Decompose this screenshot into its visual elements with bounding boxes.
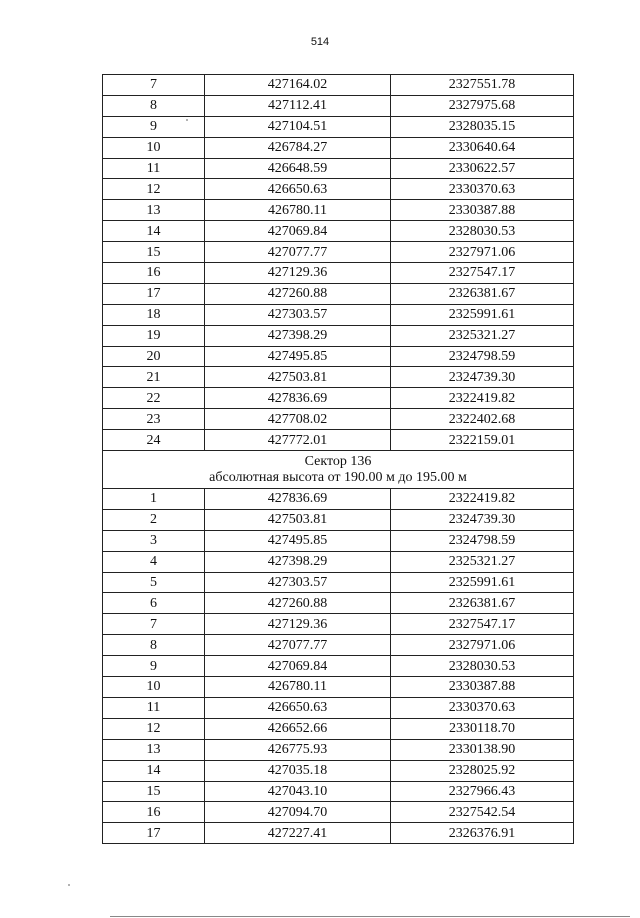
y-coordinate-cell: 2330387.88 xyxy=(391,677,574,698)
point-number-cell: 11 xyxy=(103,158,205,179)
x-coordinate-cell: 427069.84 xyxy=(205,656,391,677)
y-coordinate-cell: 2322159.01 xyxy=(391,430,574,451)
y-coordinate-cell: 2327971.06 xyxy=(391,242,574,263)
point-number-cell: 20 xyxy=(103,346,205,367)
point-number-cell: 14 xyxy=(103,221,205,242)
y-coordinate-cell: 2324739.30 xyxy=(391,367,574,388)
y-coordinate-cell: 2325991.61 xyxy=(391,572,574,593)
y-coordinate-cell: 2327551.78 xyxy=(391,75,574,96)
table-row xyxy=(103,304,574,325)
table-row xyxy=(103,75,574,96)
table-row xyxy=(103,781,574,802)
y-coordinate-cell: 2328030.53 xyxy=(391,221,574,242)
table-row xyxy=(103,635,574,656)
x-coordinate-cell: 427077.77 xyxy=(205,242,391,263)
table-row xyxy=(103,137,574,158)
x-coordinate-cell: 427398.29 xyxy=(205,325,391,346)
x-coordinate-cell: 427503.81 xyxy=(205,509,391,530)
y-coordinate-cell: 2322402.68 xyxy=(391,409,574,430)
point-number-cell: 17 xyxy=(103,283,205,304)
y-coordinate-cell: 2330138.90 xyxy=(391,739,574,760)
point-number-cell: 7 xyxy=(103,614,205,635)
y-coordinate-cell: 2326376.91 xyxy=(391,823,574,844)
table-row xyxy=(103,179,574,200)
x-coordinate-cell: 427495.85 xyxy=(205,530,391,551)
x-coordinate-cell: 426775.93 xyxy=(205,739,391,760)
sector-header-cell xyxy=(103,451,574,489)
x-coordinate-cell: 426648.59 xyxy=(205,158,391,179)
point-number-cell: 7 xyxy=(103,75,205,96)
y-coordinate-cell: 2330387.88 xyxy=(391,200,574,221)
table-row xyxy=(103,116,574,137)
x-coordinate-cell: 427708.02 xyxy=(205,409,391,430)
y-coordinate-cell: 2330640.64 xyxy=(391,137,574,158)
y-coordinate-cell: 2330370.63 xyxy=(391,697,574,718)
point-number-cell: 8 xyxy=(103,95,205,116)
y-coordinate-cell: 2326381.67 xyxy=(391,283,574,304)
y-coordinate-cell: 2322419.82 xyxy=(391,388,574,409)
y-coordinate-cell: 2327542.54 xyxy=(391,802,574,823)
y-coordinate-cell: 2325991.61 xyxy=(391,304,574,325)
point-number-cell: 11 xyxy=(103,697,205,718)
x-coordinate-cell: 427772.01 xyxy=(205,430,391,451)
x-coordinate-cell: 426650.63 xyxy=(205,697,391,718)
point-number-cell: 5 xyxy=(103,572,205,593)
scan-speck xyxy=(68,884,70,886)
table-row xyxy=(103,489,574,510)
scan-speck xyxy=(186,119,188,121)
table-row xyxy=(103,551,574,572)
x-coordinate-cell: 427398.29 xyxy=(205,551,391,572)
point-number-cell: 18 xyxy=(103,304,205,325)
table-row xyxy=(103,656,574,677)
table-row xyxy=(103,430,574,451)
x-coordinate-cell: 427503.81 xyxy=(205,367,391,388)
x-coordinate-cell: 427129.36 xyxy=(205,263,391,284)
table-row xyxy=(103,409,574,430)
x-coordinate-cell: 427104.51 xyxy=(205,116,391,137)
table-row xyxy=(103,95,574,116)
table-row xyxy=(103,242,574,263)
table-row xyxy=(103,221,574,242)
coordinates-table-body xyxy=(103,75,574,844)
y-coordinate-cell: 2330622.57 xyxy=(391,158,574,179)
x-coordinate-cell: 427836.69 xyxy=(205,489,391,510)
x-coordinate-cell: 427043.10 xyxy=(205,781,391,802)
x-coordinate-cell: 427303.57 xyxy=(205,572,391,593)
table-row xyxy=(103,572,574,593)
table-row xyxy=(103,677,574,698)
point-number-cell: 24 xyxy=(103,430,205,451)
sector-title: Сектор 136 xyxy=(304,454,372,470)
x-coordinate-cell: 427495.85 xyxy=(205,346,391,367)
table-row xyxy=(103,263,574,284)
table-row xyxy=(103,325,574,346)
table-row xyxy=(103,530,574,551)
table-row xyxy=(103,718,574,739)
y-coordinate-cell: 2325321.27 xyxy=(391,551,574,572)
point-number-cell: 3 xyxy=(103,530,205,551)
x-coordinate-cell: 426784.27 xyxy=(205,137,391,158)
x-coordinate-cell: 427035.18 xyxy=(205,760,391,781)
y-coordinate-cell: 2328030.53 xyxy=(391,656,574,677)
x-coordinate-cell: 427094.70 xyxy=(205,802,391,823)
x-coordinate-cell: 427069.84 xyxy=(205,221,391,242)
point-number-cell: 8 xyxy=(103,635,205,656)
point-number-cell: 15 xyxy=(103,242,205,263)
y-coordinate-cell: 2324739.30 xyxy=(391,509,574,530)
y-coordinate-cell: 2326381.67 xyxy=(391,593,574,614)
x-coordinate-cell: 427129.36 xyxy=(205,614,391,635)
x-coordinate-cell: 427260.88 xyxy=(205,283,391,304)
point-number-cell: 12 xyxy=(103,179,205,200)
scan-edge-line xyxy=(110,916,630,917)
point-number-cell: 9 xyxy=(103,656,205,677)
point-number-cell: 15 xyxy=(103,781,205,802)
table-row xyxy=(103,823,574,844)
table-row xyxy=(103,346,574,367)
y-coordinate-cell: 2324798.59 xyxy=(391,530,574,551)
x-coordinate-cell: 427077.77 xyxy=(205,635,391,656)
table-row xyxy=(103,283,574,304)
x-coordinate-cell: 427260.88 xyxy=(205,593,391,614)
table-row xyxy=(103,200,574,221)
table-row xyxy=(103,739,574,760)
point-number-cell: 21 xyxy=(103,367,205,388)
point-number-cell: 6 xyxy=(103,593,205,614)
x-coordinate-cell: 426650.63 xyxy=(205,179,391,200)
y-coordinate-cell: 2328035.15 xyxy=(391,116,574,137)
point-number-cell: 10 xyxy=(103,137,205,158)
x-coordinate-cell: 427836.69 xyxy=(205,388,391,409)
point-number-cell: 4 xyxy=(103,551,205,572)
y-coordinate-cell: 2322419.82 xyxy=(391,489,574,510)
y-coordinate-cell: 2324798.59 xyxy=(391,346,574,367)
point-number-cell: 16 xyxy=(103,802,205,823)
y-coordinate-cell: 2327971.06 xyxy=(391,635,574,656)
sector-subtitle: абсолютная высота от 190.00 м до 195.00 м xyxy=(209,470,467,486)
y-coordinate-cell: 2330370.63 xyxy=(391,179,574,200)
point-number-cell: 22 xyxy=(103,388,205,409)
point-number-cell: 17 xyxy=(103,823,205,844)
point-number-cell: 2 xyxy=(103,509,205,530)
x-coordinate-cell: 426652.66 xyxy=(205,718,391,739)
point-number-cell: 13 xyxy=(103,739,205,760)
point-number-cell: 14 xyxy=(103,760,205,781)
page-number: 514 xyxy=(310,36,330,48)
table-row xyxy=(103,367,574,388)
point-number-cell: 19 xyxy=(103,325,205,346)
y-coordinate-cell: 2327547.17 xyxy=(391,614,574,635)
point-number-cell: 10 xyxy=(103,677,205,698)
x-coordinate-cell: 426780.11 xyxy=(205,677,391,698)
point-number-cell: 1 xyxy=(103,489,205,510)
y-coordinate-cell: 2327975.68 xyxy=(391,95,574,116)
x-coordinate-cell: 427227.41 xyxy=(205,823,391,844)
y-coordinate-cell: 2325321.27 xyxy=(391,325,574,346)
point-number-cell: 23 xyxy=(103,409,205,430)
table-row xyxy=(103,802,574,823)
point-number-cell: 16 xyxy=(103,263,205,284)
table-row xyxy=(103,509,574,530)
table-row xyxy=(103,760,574,781)
y-coordinate-cell: 2330118.70 xyxy=(391,718,574,739)
x-coordinate-cell: 427112.41 xyxy=(205,95,391,116)
y-coordinate-cell: 2327547.17 xyxy=(391,263,574,284)
y-coordinate-cell: 2327966.43 xyxy=(391,781,574,802)
point-number-cell: 9 xyxy=(103,116,205,137)
table-row xyxy=(103,158,574,179)
table-row xyxy=(103,614,574,635)
coordinates-table xyxy=(102,74,574,844)
sector-header-row xyxy=(103,451,574,489)
table-row xyxy=(103,388,574,409)
x-coordinate-cell: 427303.57 xyxy=(205,304,391,325)
x-coordinate-cell: 427164.02 xyxy=(205,75,391,96)
table-row xyxy=(103,697,574,718)
y-coordinate-cell: 2328025.92 xyxy=(391,760,574,781)
table-row xyxy=(103,593,574,614)
point-number-cell: 13 xyxy=(103,200,205,221)
point-number-cell: 12 xyxy=(103,718,205,739)
x-coordinate-cell: 426780.11 xyxy=(205,200,391,221)
